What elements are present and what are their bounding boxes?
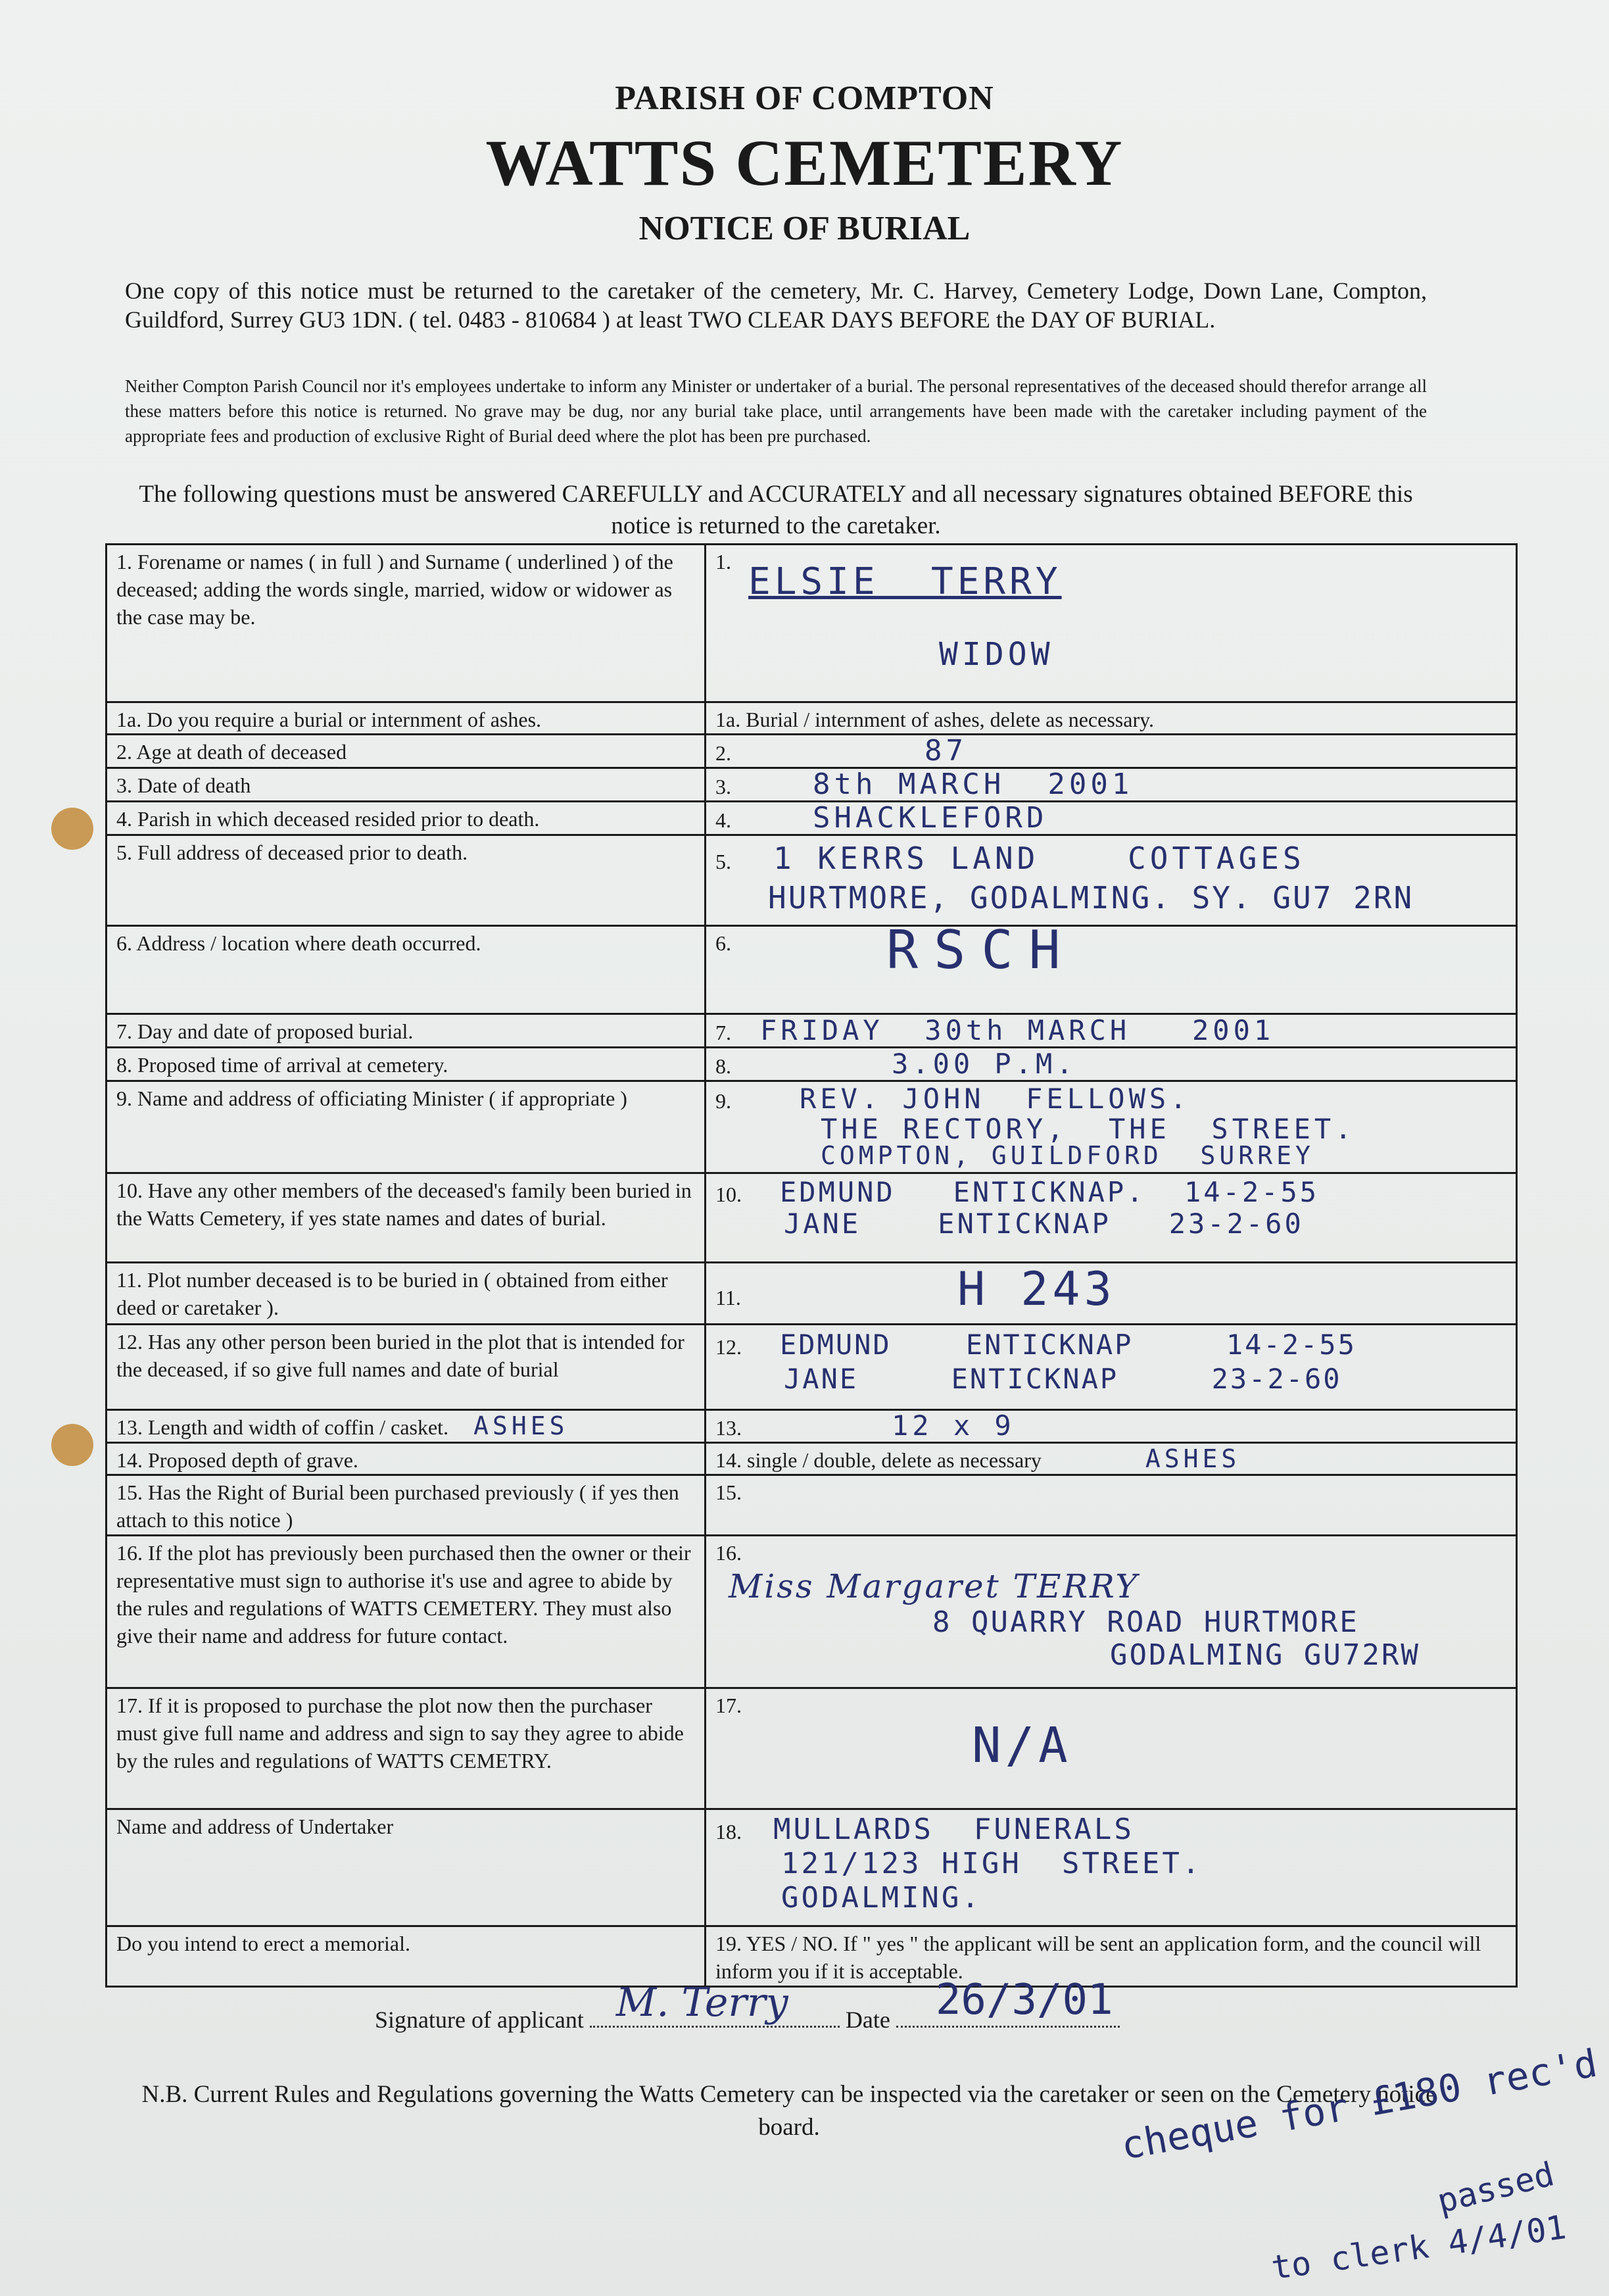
question-cell: 3. Date of death — [107, 768, 706, 802]
answer-number: 7. — [715, 1021, 731, 1044]
answer-casket: ASHES — [473, 1411, 569, 1440]
question-cell: 7. Day and date of proposed burial. — [107, 1014, 706, 1048]
signature-value: M. Terry — [615, 1980, 788, 2026]
answer-label: YES / NO. If " yes " the applicant will be sent an application form, and the council will inform you if it is acceptable. — [715, 1932, 1481, 1983]
answer-number: 15. — [715, 1480, 742, 1504]
date-label: Date — [845, 2007, 890, 2033]
answer-cell[interactable] — [706, 1410, 1517, 1443]
answer-cell[interactable] — [706, 768, 1517, 802]
answer-number: 5. — [715, 850, 731, 873]
question-text: 13. Length and width of coffin / casket. — [116, 1415, 449, 1439]
answer-undertaker-address2: GODALMING. — [781, 1881, 982, 1915]
form-row — [107, 1410, 1517, 1443]
form-row — [107, 802, 1517, 835]
parish-heading: PARISH OF COMPTON — [615, 80, 994, 117]
form-row — [107, 1048, 1517, 1081]
answer-owner-address1: 8 QUARRY ROAD HURTMORE — [932, 1605, 1359, 1639]
handwritten-note-line3: to clerk 4/4/01 — [1269, 2208, 1569, 2287]
intro-paragraph: One copy of this notice must be returned to the caretaker of the cemetery, Mr. C. Harvey, Cemetery Lodge, Down Lane, Compton, Guildford, Surrey GU3 1DN. ( tel. 0483 - 810684 ) at least TWO CLEAR DAYS BEFORE the DAY OF BURIAL. — [125, 278, 1427, 333]
answer-number: 1a. — [715, 708, 741, 731]
answer-owner-address2: GODALMING GU72RW — [1110, 1638, 1420, 1672]
page-title: WATTS CEMETERY — [485, 126, 1124, 199]
answer-label: Burial / internment of ashes, delete as necessary. — [746, 708, 1155, 731]
answer-number: 2. — [715, 741, 731, 765]
disclaimer-paragraph: Neither Compton Parish Council nor it's employees undertake to inform any Minister or undertaker of a burial. The personal representatives of the deceased should therefor arrange all these matters before this notice is returned. No grave may be dug, nor any burial take place, until arrangements have been made with the caretaker including payment of the appropriate fees and production of exclusive Right of Burial deed where the plot has been pre purchased. — [125, 376, 1427, 446]
answer-dimensions: 12 x 9 — [892, 1409, 1015, 1442]
question-cell: 11. Plot number deceased is to be buried in ( obtained from either deed or caretaker ). — [107, 1263, 706, 1325]
form-row — [107, 1173, 1517, 1263]
form-row — [107, 768, 1517, 802]
question-cell: 10. Have any other members of the deceased's family been buried in the Watts Cemetery, if yes state names and dates of burial. — [107, 1173, 706, 1263]
question-cell — [107, 1410, 706, 1443]
answer-cell[interactable] — [706, 1048, 1517, 1081]
answer-cell[interactable] — [706, 1325, 1517, 1410]
question-cell: 16. If the plot has previously been purchased then the owner or their representative must sign to authorise it's use and agree to abide by the rules and regulations of WATTS CEMETERY. They must also give their name and address for future contact. — [107, 1536, 706, 1688]
handwritten-note-line2: passed — [1433, 2155, 1558, 2221]
answer-number: 12. — [715, 1335, 742, 1359]
question-cell: 2. Age at death of deceased — [107, 735, 706, 768]
answer-number: 10. — [715, 1183, 742, 1206]
answer-number: 6. — [715, 931, 731, 955]
answer-plot-number: H 243 — [957, 1262, 1116, 1316]
form-row — [107, 1809, 1517, 1926]
form-row — [107, 1443, 1517, 1475]
answer-parish: SHACKLEFORD — [813, 801, 1048, 835]
answer-address-line2: HURTMORE, GODALMING. SY. GU7 2RN — [768, 880, 1414, 916]
question-cell: 6. Address / location where death occurred. — [107, 926, 706, 1014]
answer-age: 87 — [925, 734, 967, 768]
answer-cell[interactable] — [706, 735, 1517, 768]
signature-label: Signature of applicant — [375, 2007, 584, 2033]
answer-undertaker-name: MULLARDS FUNERALS — [773, 1813, 1134, 1846]
question-cell: 8. Proposed time of arrival at cemetery. — [107, 1048, 706, 1081]
punch-hole — [51, 1424, 93, 1466]
signature-line — [375, 1976, 1120, 2034]
question-cell: 14. Proposed depth of grave. — [107, 1443, 706, 1475]
form-row — [107, 702, 1517, 735]
form-row — [107, 1536, 1517, 1688]
question-cell: 5. Full address of deceased prior to death. — [107, 835, 706, 926]
answer-death-location: RSCH — [886, 925, 1076, 981]
form-row — [107, 735, 1517, 768]
form-row — [107, 1081, 1517, 1173]
form-row — [107, 835, 1517, 926]
answer-minister-address1: THE RECTORY, THE STREET. — [821, 1113, 1356, 1145]
answer-date-of-death: 8th MARCH 2001 — [813, 768, 1134, 801]
form-row — [107, 1263, 1517, 1325]
answer-number: 19. — [715, 1932, 742, 1955]
answer-number: 11. — [715, 1286, 741, 1309]
form-row — [107, 1926, 1517, 1987]
question-cell: 4. Parish in which deceased resided prior to death. — [107, 802, 706, 835]
answer-number: 3. — [715, 775, 731, 798]
answer-number: 13. — [715, 1416, 742, 1440]
answer-number: 8. — [715, 1054, 731, 1078]
answer-purchaser: N/A — [972, 1717, 1072, 1774]
question-cell: 1a. Do you require a burial or internment of ashes. — [107, 702, 706, 735]
answer-cell[interactable] — [706, 835, 1517, 926]
answer-minister-name: REV. JOHN FELLOWS. — [800, 1083, 1191, 1115]
handwritten-note-line1: cheque for £180 rec'd — [1118, 2040, 1600, 2168]
form-row — [107, 1014, 1517, 1048]
answer-status: WIDOW — [939, 636, 1054, 673]
page-subtitle: NOTICE OF BURIAL — [638, 210, 971, 247]
answer-number: 14. — [715, 1448, 742, 1472]
question-cell: 12. Has any other person been buried in the plot that is intended for the deceased, if so give full names and date of burial — [107, 1325, 706, 1410]
answer-cell[interactable] — [706, 1173, 1517, 1263]
answer-cell[interactable] — [706, 1263, 1517, 1325]
answer-cell[interactable] — [706, 1536, 1517, 1688]
answer-number: 17. — [715, 1694, 742, 1717]
answer-cell[interactable] — [706, 545, 1517, 702]
form-row — [107, 1688, 1517, 1809]
answer-name: ELSIE TERRY — [748, 560, 1062, 603]
answer-cell[interactable] — [706, 926, 1517, 1014]
answer-cell[interactable] — [706, 1475, 1517, 1536]
answer-cell[interactable] — [706, 1081, 1517, 1173]
answer-cell[interactable] — [706, 1014, 1517, 1048]
date-field[interactable] — [896, 1976, 1120, 2028]
answer-cell[interactable] — [706, 1443, 1517, 1475]
answer-family-1: EDMUND ENTICKNAP. 14-2-55 — [780, 1176, 1320, 1208]
form-row — [107, 545, 1517, 702]
answer-depth: ASHES — [1145, 1444, 1241, 1473]
rules-note: N.B. Current Rules and Regulations governing the Watts Cemetery can be inspected via the caretaker or seen on the Cemetery notice board. — [141, 2081, 1437, 2141]
answer-number: 9. — [715, 1089, 731, 1113]
form-row — [107, 926, 1517, 1014]
punch-hole — [51, 808, 93, 850]
form-row — [107, 1475, 1517, 1536]
answer-owner-name: Miss Margaret TERRY — [729, 1567, 1140, 1605]
answer-cell[interactable] — [706, 802, 1517, 835]
instruction-paragraph: The following questions must be answered CAREFULLY and ACCURATELY and all necessary signatures obtained BEFORE this notice is returned to the caretaker. — [139, 481, 1413, 539]
answer-number: 1. — [715, 550, 731, 574]
answer-number: 18. — [715, 1820, 742, 1844]
question-cell: 9. Name and address of officiating Minister ( if appropriate ) — [107, 1081, 706, 1173]
question-cell: Name and address of Undertaker — [107, 1809, 706, 1926]
answer-plot-burial-2: JANE ENTICKNAP 23-2-60 — [784, 1363, 1342, 1395]
question-cell: 15. Has the Right of Burial been purchased previously ( if yes then attach to this notice ) — [107, 1475, 706, 1536]
form-row — [107, 1325, 1517, 1410]
answer-number: 4. — [715, 808, 731, 832]
answer-cell[interactable] — [706, 1688, 1517, 1809]
answer-arrival-time: 3.00 P.M. — [892, 1048, 1077, 1080]
answer-number: 16. — [715, 1541, 742, 1565]
signature-field[interactable] — [590, 1980, 840, 2028]
question-cell: 1. Forename or names ( in full ) and Surname ( underlined ) of the deceased; adding the words single, married, widow or widower as the case may be. — [107, 545, 706, 702]
answer-cell[interactable] — [706, 702, 1517, 735]
answer-label: single / double, delete as necessary — [747, 1448, 1042, 1472]
answer-undertaker-address1: 121/123 HIGH STREET. — [781, 1847, 1203, 1880]
answer-address-line1: 1 KERRS LAND COTTAGES — [773, 841, 1305, 876]
answer-burial-date: FRIDAY 30th MARCH 2001 — [760, 1014, 1275, 1046]
date-value: 26/3/01 — [935, 1976, 1113, 2024]
answer-cell[interactable] — [706, 1809, 1517, 1926]
burial-form-table — [105, 543, 1518, 1988]
answer-family-2: JANE ENTICKNAP 23-2-60 — [784, 1208, 1304, 1240]
question-cell: Do you intend to erect a memorial. — [107, 1926, 706, 1987]
answer-minister-address2: COMPTON, GUILDFORD SURREY — [821, 1141, 1314, 1170]
question-cell: 17. If it is proposed to purchase the plot now then the purchaser must give full name and address and sign to say they agree to abide by the rules and regulations of WATTS CEMETRY. — [107, 1688, 706, 1809]
answer-plot-burial-1: EDMUND ENTICKNAP 14-2-55 — [780, 1329, 1357, 1361]
